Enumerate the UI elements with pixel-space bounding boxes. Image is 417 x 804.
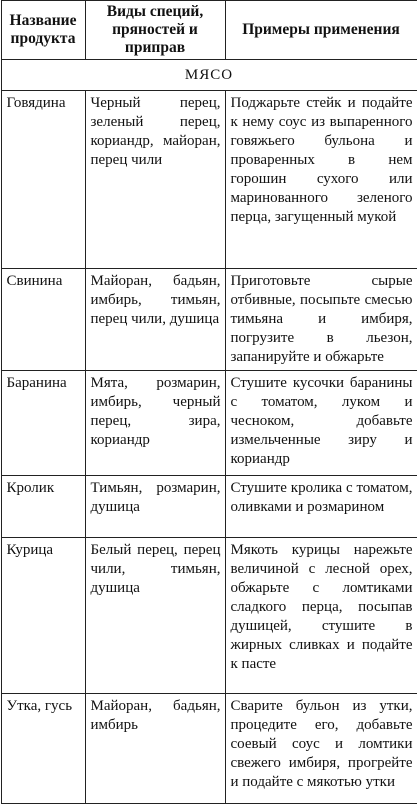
header-spices: Виды специй, пряностей и приправ <box>85 1 225 60</box>
product-cell: Баранина <box>1 371 85 476</box>
table-row <box>1 476 417 538</box>
spices-cell: Майоран, бадьян, имбирь <box>85 694 225 804</box>
table-row <box>1 269 417 371</box>
product-cell: Говядина <box>1 91 85 269</box>
section-row <box>1 60 417 91</box>
table-row <box>1 371 417 476</box>
table-row <box>1 538 417 694</box>
spices-cell: Черный перец, зеленый перец, кориандр, майоран, перец чили <box>85 91 225 269</box>
usage-cell: Стушите кусочки баранины с томатом, луком и чесноком, добавьте измельченные зиру и кориандр <box>225 371 417 476</box>
usage-cell: Мякоть курицы нарежьте величиной с лесной орех, обжарьте с ломтиками сладкого перца, посыпав душицей, стушите в жирных сливках и подайте к пасте <box>225 538 417 694</box>
spices-cell: Мята, розмарин, имбирь, черный перец, зира, кориандр <box>85 371 225 476</box>
spices-cell: Тимьян, розмарин, душица <box>85 476 225 538</box>
header-product: Название продукта <box>1 1 85 60</box>
product-cell: Кролик <box>1 476 85 538</box>
spices-cell: Майоран, бадьян, имбирь, тимьян, перец чили, душица <box>85 269 225 371</box>
table-row <box>1 694 417 804</box>
section-title: МЯСО <box>1 60 417 91</box>
spices-table <box>1 0 417 804</box>
table-row <box>1 91 417 269</box>
usage-cell: Приготовьте сырые отбивные, посыпьте смесью тимьяна и имбиря, погрузите в льезон, запанируйте и обжарьте <box>225 269 417 371</box>
product-cell: Утка, гусь <box>1 694 85 804</box>
usage-cell: Стушите кролика с томатом, оливками и розмарином <box>225 476 417 538</box>
product-cell: Курица <box>1 538 85 694</box>
header-usage: Примеры применения <box>225 1 417 60</box>
spices-cell: Белый перец, перец чили, тимьян, душица <box>85 538 225 694</box>
header-row <box>1 1 417 60</box>
product-cell: Свинина <box>1 269 85 371</box>
usage-cell: Сварите бульон из утки, процедите его, добавьте соевый соус и ломтики свежего имбиря, прогрейте и подайте с мякотью утки <box>225 694 417 804</box>
usage-cell: Поджарьте стейк и подайте к нему соус из выпаренного говяжьего бульона и проваренных в нем горошин сухого или маринованного зеленого перца, загущенный мукой <box>225 91 417 269</box>
